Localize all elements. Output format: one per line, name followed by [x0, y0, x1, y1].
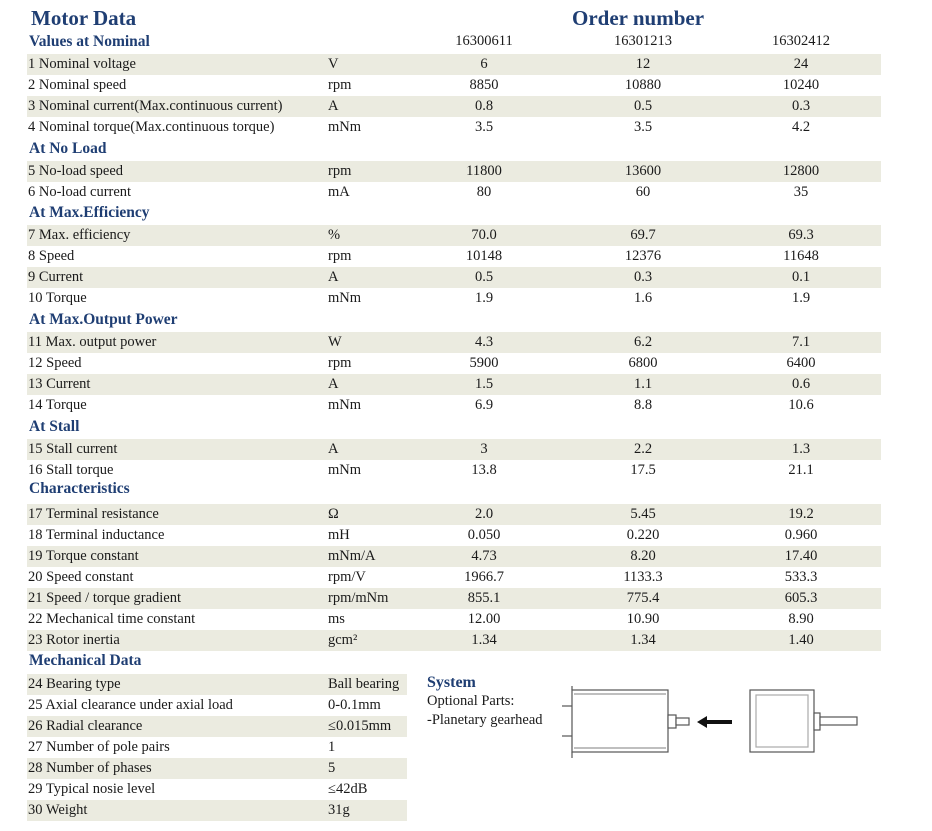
row-label: 1 Nominal voltage — [28, 56, 136, 72]
row-unit: rpm — [328, 355, 352, 371]
table-row — [27, 504, 881, 525]
value-cell: 6 — [480, 56, 488, 72]
value-cell: 10240 — [782, 77, 820, 93]
row-label: 17 Terminal resistance — [28, 506, 159, 522]
row-label: 10 Torque — [28, 290, 87, 306]
value-cell: 1.34 — [630, 632, 656, 648]
value-cell: 8850 — [469, 77, 499, 93]
section-heading: At Stall — [29, 418, 80, 435]
value-cell: 6.9 — [474, 397, 494, 413]
value-cell: 605.3 — [784, 590, 818, 606]
table-row — [27, 75, 881, 96]
value-cell: 0.5 — [474, 269, 494, 285]
table-row — [27, 353, 881, 374]
value-cell: 60 — [635, 184, 651, 200]
row-unit: mNm/A — [328, 548, 376, 564]
section-heading: Mechanical Data — [29, 652, 142, 669]
row-unit: ms — [328, 611, 345, 627]
system-diagram — [560, 686, 860, 758]
system-gearhead: -Planetary gearhead — [427, 712, 543, 728]
row-unit: V — [328, 56, 339, 72]
row-label: 3 Nominal current(Max.continuous current) — [28, 98, 283, 114]
row-label: 16 Stall torque — [28, 462, 114, 478]
row-label: 29 Typical nosie level — [28, 781, 156, 797]
row-unit: A — [328, 376, 339, 392]
value-cell: 10880 — [624, 77, 662, 93]
row-unit: mH — [328, 527, 350, 543]
row-label: 8 Speed — [28, 248, 75, 264]
row-unit: gcm² — [328, 632, 358, 648]
value-cell: 8.20 — [630, 548, 656, 564]
value-cell: 0.8 — [474, 98, 494, 114]
value-cell: 1.34 — [471, 632, 497, 648]
row-label: 4 Nominal torque(Max.continuous torque) — [28, 119, 275, 135]
table-row — [27, 54, 881, 75]
table-row — [27, 674, 407, 695]
row-label: 11 Max. output power — [28, 334, 157, 350]
value-cell: 1.1 — [633, 376, 653, 392]
row-label: 18 Terminal inductance — [28, 527, 165, 543]
row-value: 0-0.1mm — [328, 697, 381, 713]
value-cell: 11800 — [466, 163, 502, 179]
table-row — [27, 182, 881, 203]
value-cell: 775.4 — [626, 590, 660, 606]
value-cell: 21.1 — [788, 462, 814, 478]
value-cell: 35 — [793, 184, 809, 200]
row-unit: Ω — [328, 506, 339, 522]
value-cell: 1.5 — [474, 376, 494, 392]
value-cell: 8.90 — [788, 611, 814, 627]
section-heading: At Max.Output Power — [29, 311, 178, 328]
value-cell: 0.1 — [791, 269, 811, 285]
row-label: 22 Mechanical time constant — [28, 611, 196, 627]
row-label: 7 Max. efficiency — [28, 227, 131, 243]
value-cell: 533.3 — [784, 569, 818, 585]
value-cell: 0.5 — [633, 98, 653, 114]
value-cell: 3.5 — [633, 119, 653, 135]
table-row — [27, 546, 881, 567]
value-cell: 6800 — [628, 355, 658, 371]
value-cell: 5.45 — [630, 506, 656, 522]
value-cell: 1.6 — [633, 290, 653, 306]
value-cell: 12800 — [782, 163, 820, 179]
value-cell: 12.00 — [467, 611, 501, 627]
table-row — [27, 288, 881, 309]
table-row — [27, 779, 407, 800]
value-cell: 10148 — [465, 248, 503, 264]
value-cell: 2.0 — [474, 506, 494, 522]
value-cell: 0.3 — [633, 269, 653, 285]
value-cell: 6.2 — [633, 334, 653, 350]
row-label: 24 Bearing type — [28, 676, 121, 692]
row-unit: mNm — [328, 462, 362, 478]
row-value: ≤0.015mm — [328, 718, 392, 734]
value-cell: 19.2 — [788, 506, 814, 522]
table-row — [27, 525, 881, 546]
table-row — [27, 117, 881, 138]
value-cell: 8.8 — [633, 397, 653, 413]
table-row — [27, 737, 407, 758]
motor-data-title: Motor Data — [31, 6, 137, 30]
value-cell: 12376 — [624, 248, 662, 264]
value-cell: 12 — [635, 56, 651, 72]
row-unit: rpm — [328, 77, 352, 93]
order-number-1: 16300611 — [455, 33, 513, 49]
order-number-title: Order number — [572, 6, 705, 30]
value-cell: 13600 — [624, 163, 662, 179]
value-cell: 0.3 — [791, 98, 811, 114]
value-cell: 10.6 — [788, 397, 814, 413]
row-value: Ball bearing — [328, 676, 400, 692]
row-label: 20 Speed constant — [28, 569, 134, 585]
table-row — [27, 567, 881, 588]
value-cell: 10.90 — [626, 611, 660, 627]
value-cell: 4.73 — [471, 548, 497, 564]
table-row — [27, 716, 407, 737]
value-cell: 17.40 — [784, 548, 818, 564]
value-cell: 2.2 — [633, 441, 653, 457]
row-unit: A — [328, 98, 339, 114]
table-row — [27, 395, 881, 416]
table-row — [27, 800, 407, 821]
motor-drawing-icon — [562, 686, 689, 758]
value-cell: 1.3 — [791, 441, 811, 457]
row-unit: rpm/mNm — [328, 590, 389, 606]
value-cell: 11648 — [783, 248, 819, 264]
value-cell: 13.8 — [471, 462, 497, 478]
value-cell: 5900 — [469, 355, 499, 371]
table-row — [27, 332, 881, 353]
value-cell: 3.5 — [474, 119, 494, 135]
row-unit: mNm — [328, 119, 362, 135]
section-heading: Characteristics — [29, 480, 130, 497]
table-row — [27, 439, 881, 460]
row-unit: % — [328, 227, 341, 243]
order-number-3: 16302412 — [772, 33, 830, 49]
row-unit: mA — [328, 184, 350, 200]
value-cell: 0.960 — [784, 527, 818, 543]
value-cell: 0.6 — [791, 376, 811, 392]
section-heading: At No Load — [29, 140, 107, 157]
value-cell: 4.3 — [474, 334, 494, 350]
value-cell: 855.1 — [467, 590, 501, 606]
row-unit: A — [328, 441, 339, 457]
row-value: 31g — [328, 802, 350, 818]
value-cell: 80 — [476, 184, 492, 200]
row-unit: W — [328, 334, 342, 350]
system-title: System — [427, 674, 476, 691]
order-number-2: 16301213 — [614, 33, 672, 49]
system-optional-parts: Optional Parts: — [427, 693, 515, 709]
row-label: 2 Nominal speed — [28, 77, 127, 93]
table-row — [27, 225, 881, 246]
value-cell: 4.2 — [791, 119, 811, 135]
value-cell: 1.9 — [474, 290, 494, 306]
value-cell: 3 — [480, 441, 488, 457]
value-cell: 24 — [793, 56, 809, 72]
row-label: 26 Radial clearance — [28, 718, 143, 734]
table-row — [27, 609, 881, 630]
row-value: 5 — [328, 760, 336, 776]
row-label: 5 No-load speed — [28, 163, 124, 179]
value-cell: 7.1 — [791, 334, 811, 350]
value-cell: 0.220 — [626, 527, 660, 543]
value-cell: 1.9 — [791, 290, 811, 306]
table-row — [27, 588, 881, 609]
value-cell: 69.3 — [788, 227, 814, 243]
row-label: 30 Weight — [28, 802, 88, 818]
row-label: 23 Rotor inertia — [28, 632, 120, 648]
table-row — [27, 630, 881, 651]
row-label: 6 No-load current — [28, 184, 132, 200]
row-unit: rpm — [328, 163, 352, 179]
row-value: ≤42dB — [328, 781, 368, 797]
row-unit: mNm — [328, 290, 362, 306]
row-unit: A — [328, 269, 339, 285]
section-heading: At Max.Efficiency — [29, 204, 150, 221]
value-cell: 70.0 — [471, 227, 497, 243]
row-value: 1 — [328, 739, 336, 755]
row-label: 14 Torque — [28, 397, 87, 413]
value-cell: 1966.7 — [464, 569, 504, 585]
table-row — [27, 161, 881, 182]
row-label: 21 Speed / torque gradient — [28, 590, 182, 606]
section-heading: Values at Nominal — [29, 33, 150, 50]
row-unit: rpm — [328, 248, 352, 264]
value-cell: 17.5 — [630, 462, 656, 478]
system-block — [427, 674, 543, 730]
table-row — [27, 695, 407, 716]
row-unit: rpm/V — [328, 569, 366, 585]
table-row — [27, 460, 881, 481]
value-cell: 0.050 — [467, 527, 501, 543]
value-cell: 1.40 — [788, 632, 814, 648]
row-label: 15 Stall current — [28, 441, 118, 457]
row-label: 25 Axial clearance under axial load — [28, 697, 233, 713]
value-cell: 69.7 — [630, 227, 656, 243]
table-row — [27, 758, 407, 779]
row-label: 9 Current — [28, 269, 84, 285]
table-row — [27, 96, 881, 117]
value-cell: 6400 — [786, 355, 816, 371]
row-unit: mNm — [328, 397, 362, 413]
row-label: 13 Current — [28, 376, 91, 392]
row-label: 12 Speed — [28, 355, 82, 371]
gearhead-drawing-icon — [750, 690, 857, 752]
table-row — [27, 374, 881, 395]
row-label: 28 Number of phases — [28, 760, 152, 776]
row-label: 27 Number of pole pairs — [28, 739, 170, 755]
row-label: 19 Torque constant — [28, 548, 139, 564]
table-row — [27, 246, 881, 267]
table-row — [27, 267, 881, 288]
arrow-left-icon — [697, 716, 732, 728]
value-cell: 1133.3 — [623, 569, 663, 585]
